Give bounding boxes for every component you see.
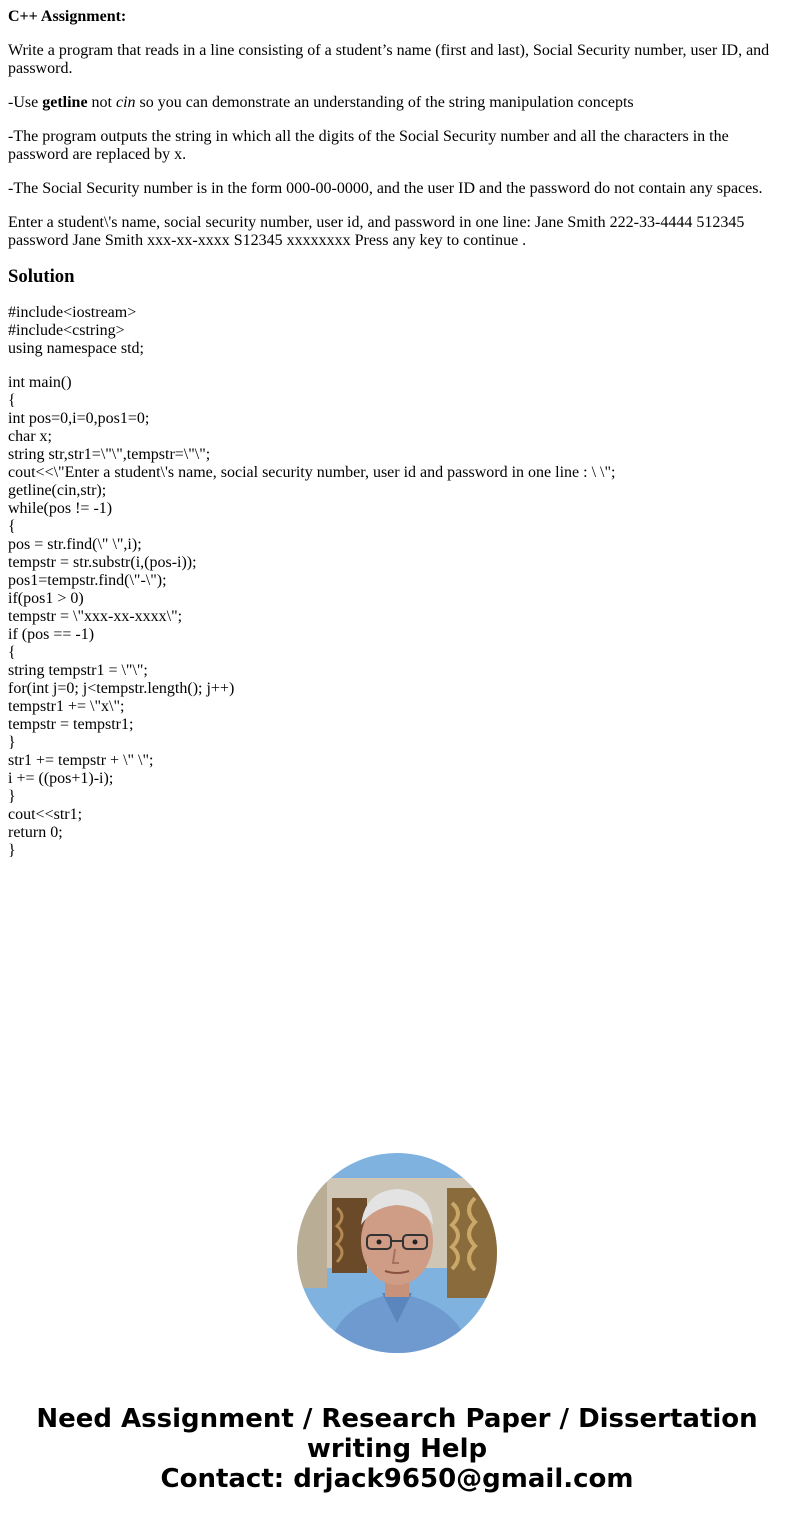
author-avatar bbox=[297, 1153, 497, 1353]
code-line: cout<<str1; bbox=[8, 806, 83, 823]
rule-bold-getline: getline bbox=[42, 94, 88, 111]
code-line: #include<iostream> bbox=[8, 304, 137, 321]
code-line: str1 += tempstr + \" \"; bbox=[8, 752, 154, 769]
code-line: tempstr = \"xxx-xx-xxxx\"; bbox=[8, 608, 183, 625]
rule-middle: not bbox=[87, 94, 116, 111]
code-line: int pos=0,i=0,pos1=0; bbox=[8, 410, 150, 427]
code-line: using namespace std; bbox=[8, 340, 144, 357]
code-blank-line bbox=[8, 358, 786, 374]
assignment-sample-run: Enter a student\'s name, social security number, user id, and password in one line: Jane Smith 222-33-4444 512345 password Jane Smith xxx-xx-xxxx S12345 xxxxxxxx Press any key to continue . bbox=[8, 214, 745, 249]
promo-line-2: writing Help bbox=[306, 1434, 488, 1464]
code-line: cout<<\"Enter a student\'s name, social security number, user id and password in one line : \ \"; bbox=[8, 464, 616, 481]
code-line: { bbox=[8, 392, 16, 409]
code-line: tempstr = str.substr(i,(pos-i)); bbox=[8, 554, 197, 571]
rule-italic-cin: cin bbox=[116, 94, 136, 111]
code-line: i += ((pos+1)-i); bbox=[8, 770, 114, 787]
rule-suffix: so you can demonstrate an understanding of the string manipulation concepts bbox=[135, 94, 634, 111]
promo-line-1: Need Assignment / Research Paper / Dissertation bbox=[36, 1404, 758, 1434]
assignment-rule-getline bbox=[8, 94, 786, 112]
code-line: { bbox=[8, 644, 16, 661]
assignment-title: C++ Assignment: bbox=[8, 8, 127, 25]
promo-banner bbox=[0, 1404, 794, 1494]
code-line: for(int j=0; j<tempstr.length(); j++) bbox=[8, 680, 235, 697]
document-body bbox=[8, 8, 786, 860]
promo-contact: Contact: drjack9650@gmail.com bbox=[160, 1464, 634, 1494]
code-line: int main() bbox=[8, 374, 72, 391]
code-line: pos = str.find(\" \",i); bbox=[8, 536, 142, 553]
code-line: } bbox=[8, 788, 16, 805]
code-line: if(pos1 > 0) bbox=[8, 590, 84, 607]
code-line: } bbox=[8, 842, 16, 859]
code-line: { bbox=[8, 518, 16, 535]
person-photo-icon bbox=[297, 1153, 497, 1353]
rule-prefix: -Use bbox=[8, 94, 43, 111]
code-line: pos1=tempstr.find(\"-\"); bbox=[8, 572, 167, 589]
code-line: while(pos != -1) bbox=[8, 500, 113, 517]
code-line: #include<cstring> bbox=[8, 322, 125, 339]
code-line: string str,str1=\"\",tempstr=\"\"; bbox=[8, 446, 211, 463]
assignment-rule-format: -The Social Security number is in the form 000-00-0000, and the user ID and the password do not contain any spaces. bbox=[8, 180, 763, 197]
code-line: char x; bbox=[8, 428, 52, 445]
code-line: tempstr = tempstr1; bbox=[8, 716, 134, 733]
code-line: if (pos == -1) bbox=[8, 626, 95, 643]
code-line: tempstr1 += \"x\"; bbox=[8, 698, 125, 715]
solution-heading: Solution bbox=[8, 266, 75, 287]
code-line: string tempstr1 = \"\"; bbox=[8, 662, 148, 679]
code-line: getline(cin,str); bbox=[8, 482, 107, 499]
assignment-intro: Write a program that reads in a line consisting of a student’s name (first and last), Social Security number, user ID, and password. bbox=[8, 42, 770, 77]
assignment-rule-output: -The program outputs the string in which all the digits of the Social Security number and all the characters in the password are replaced by x. bbox=[8, 128, 729, 163]
solution-code bbox=[8, 304, 786, 860]
code-line: } bbox=[8, 734, 16, 751]
code-line: return 0; bbox=[8, 824, 63, 841]
